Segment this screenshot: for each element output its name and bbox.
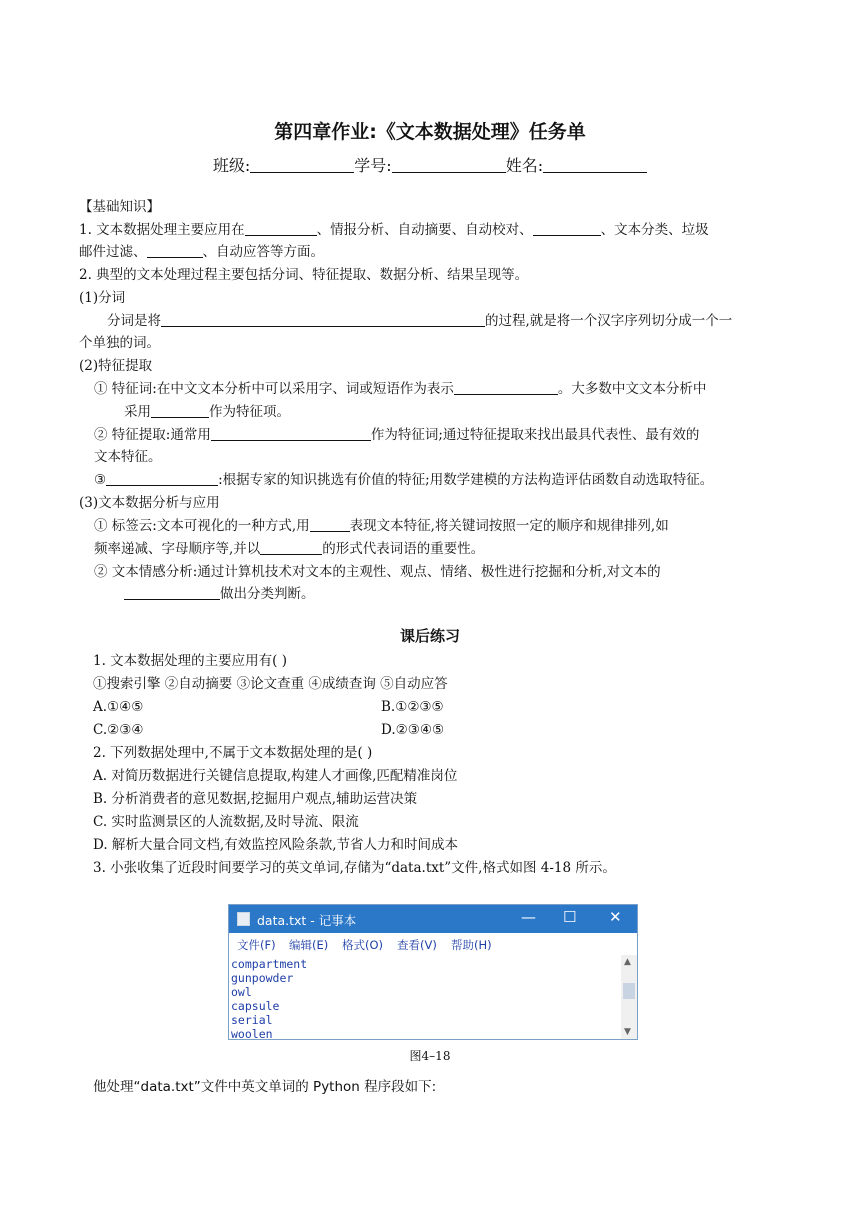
name-label: 姓名: (505, 156, 544, 175)
text-line: serial (231, 1013, 273, 1027)
notepad-title: data.txt - 记事本 (257, 913, 357, 928)
menu-file: 文件(F) (237, 938, 276, 952)
close-icon: ✕ (609, 908, 622, 926)
student-info-line (0, 153, 860, 176)
figure-caption: 图4–18 (409, 1049, 451, 1063)
menu-format: 格式(O) (342, 938, 384, 952)
exercise-q1-option-b: B.①②③⑤ (381, 699, 444, 715)
scroll-down-icon: ▼ (624, 1027, 631, 1037)
basics-q1-line2: 邮件过滤、 、自动应答等方面。 (79, 244, 324, 260)
menu-edit: 编辑(E) (289, 938, 329, 952)
exercise-q2-option-b: B. 分析消费者的意见数据,挖掘用户观点,辅助运营决策 (93, 791, 418, 807)
maximize-icon: ☐ (563, 908, 577, 926)
name-blank (543, 158, 647, 173)
exercise-q2-option-a: A. 对简历数据进行关键信息提取,构建人才画像,匹配精准岗位 (93, 768, 458, 784)
exercise-q1-option-d: D.②③④⑤ (381, 722, 445, 738)
text-line: gunpowder (231, 971, 294, 985)
feature-item1-line2: 采用 作为特征项。 (124, 404, 290, 420)
analysis-item2-line2: 做出分类判断。 (124, 585, 315, 603)
exercise-q2-option-d: D. 解析大量合同文档,有效监控风险条款,节省人力和时间成本 (93, 837, 459, 853)
feature-item2-line1: ② 特征提取:通常用 作为特征词;通过特征提取来找出最具代表性、最有效的 (94, 427, 700, 443)
program-intro: 他处理“data.txt”文件中英文单词的 Python 程序段如下: (93, 1079, 437, 1095)
id-label: 学号: (354, 156, 392, 175)
exercise-q2-option-c: C. 实时监测景区的人流数据,及时导流、限流 (93, 814, 359, 830)
analysis-heading: (3)文本数据分析与应用 (79, 495, 220, 511)
page-title: 第四章作业:《文本数据处理》任务单 (274, 121, 586, 143)
text-line: owl (231, 985, 252, 999)
basics-q2: 2. 典型的文本处理过程主要包括分词、特征提取、数据分析、结果呈现等。 (79, 267, 529, 283)
basics-heading: 【基础知识】 (79, 199, 160, 215)
analysis-item1-line1: ① 标签云:文本可视化的一种方式,用 表现文本特征,将关键词按照一定的顺序和规律排列,如 (94, 518, 669, 534)
feature-item3: ③ :根据专家的知识挑选有价值的特征;用数学建模的方法构造评估函数自动选取特征。 (94, 472, 714, 488)
text-line: capsule (231, 999, 280, 1013)
exercises-heading: 课后练习 (399, 627, 460, 645)
exercise-q3: 3. 小张收集了近段时间要学习的英文单词,存储为“data.txt”文件,格式如图 4-18 所示。 (93, 860, 616, 876)
exercise-q1: 1. 文本数据处理的主要应用有( ) (93, 653, 287, 669)
segmentation-line2: 个单独的词。 (79, 335, 160, 351)
exercise-q1-option-a: A.①④⑤ (93, 699, 144, 715)
exercise-q2: 2. 下列数据处理中,不属于文本数据处理的是( ) (93, 745, 373, 761)
notepad-scrollbar (621, 955, 637, 1040)
notepad-menu-bar (229, 933, 637, 955)
menu-help: 帮助(H) (451, 938, 492, 952)
analysis-item1-line2: 频率递减、字母顺序等,并以 的形式代表词语的重要性。 (94, 541, 485, 557)
basics-q1-line1: 1. 文本数据处理主要应用在 、情报分析、自动摘要、自动校对、 、文本分类、垃圾 (79, 222, 709, 238)
id-blank (392, 158, 506, 173)
scroll-thumb (623, 983, 635, 999)
notepad-file-icon (237, 912, 250, 926)
segmentation-line1: 分词是将 的过程,就是将一个汉字序列切分成一个一 (107, 313, 733, 329)
text-line: compartment (231, 957, 308, 971)
analysis-item2-line1: ② 文本情感分析:通过计算机技术对文本的主观性、观点、情绪、极性进行挖掘和分析,对文本的 (94, 564, 661, 580)
scroll-up-icon: ▲ (624, 957, 631, 967)
segmentation-heading: (1)分词 (79, 290, 126, 306)
feature-heading: (2)特征提取 (79, 358, 153, 374)
minimize-icon: — (521, 908, 536, 926)
notepad-window-figure (228, 904, 638, 1040)
class-label: 班级: (212, 156, 251, 175)
feature-item1-line1: ① 特征词:在中文文本分析中可以采用字、词或短语作为表示 。大多数中文文本分析中 (94, 381, 707, 397)
exercise-q1-items: ①搜索引擎 ②自动摘要 ③论文查重 ④成绩查询 ⑤自动应答 (93, 676, 448, 692)
notepad-title-bar (229, 905, 637, 933)
exercise-q1-option-c: C.②③④ (93, 722, 144, 738)
notepad-text-area (229, 955, 621, 1040)
text-line: woolen (231, 1027, 273, 1040)
feature-item2-line2: 文本特征。 (94, 449, 162, 465)
class-blank (250, 158, 354, 173)
menu-view: 查看(V) (397, 938, 437, 952)
